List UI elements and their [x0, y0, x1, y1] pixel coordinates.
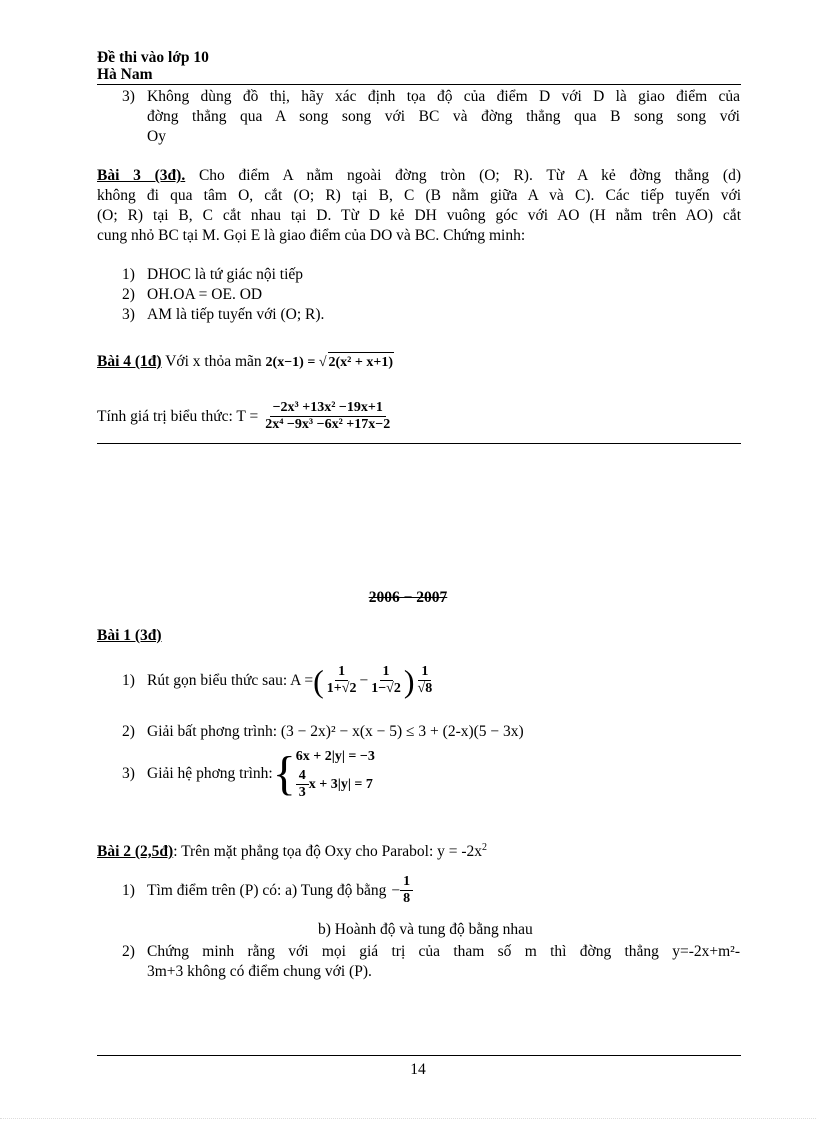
bai2-item1-number: 1)	[122, 881, 135, 899]
top-item3-number: 3)	[122, 88, 135, 105]
frac-numerator: 4	[296, 768, 309, 785]
system-brace: {	[272, 746, 296, 800]
page-edge	[0, 1118, 816, 1119]
frac-denominator: 3	[298, 785, 306, 800]
bai1-system	[296, 746, 375, 801]
bai4-text: Với x thỏa mãn	[165, 353, 262, 370]
bai3-heading: Bài 3 (3đ).	[97, 167, 186, 184]
bai1-item3-text: Giải hệ phơng trình:	[147, 764, 273, 782]
close-paren: )	[403, 662, 415, 699]
minus-sign: −	[391, 881, 401, 899]
bai1-item1-text: Rút gọn biểu thức sau: A =	[147, 671, 314, 689]
frac-numerator: 1	[380, 664, 393, 681]
frac-denominator: √8	[417, 681, 433, 696]
bai3-item-text: OH.OA = OE. OD	[147, 286, 263, 303]
bai2-line	[97, 838, 487, 862]
bai2-text: : Trên mặt phẳng tọa độ Oxy cho Parabol: y = -2x	[173, 843, 483, 861]
frac-denominator: 1+√2	[326, 681, 357, 696]
bai4-equation: 2(x−1) = √ 2(x² + x+1)	[266, 355, 394, 370]
bai4-heading: Bài 4 (1đ)	[97, 353, 162, 370]
bai4-eq-left: 2(x−1) =	[265, 355, 316, 370]
bai4-t-denominator: 2x⁴ −9x³ −6x² +17x−2	[265, 417, 391, 432]
frac-numerator: 1	[418, 664, 431, 681]
bai3-text1: Cho điểm A nằm ngoài đờng tròn (O; R). Từ A kẻ đờng thẳng (d)	[198, 167, 742, 184]
system-eq2-fraction	[296, 768, 309, 801]
system-eq1: 6x + 2|y| = −3	[295, 749, 375, 764]
bai2-item2-number: 2)	[122, 943, 135, 960]
open-paren: (	[313, 662, 324, 699]
bai1-item2	[122, 722, 524, 742]
bai3-line2: không đi qua tâm O, cắt (O; R) tại B, C (B nằm giữa A và C). Các tiếp tuyến với	[97, 187, 741, 204]
header-rule	[97, 84, 741, 85]
bai3-item	[122, 285, 262, 305]
bai4-calc	[97, 400, 393, 433]
bai1-item3-number: 3)	[122, 764, 135, 782]
bai3-line4: cung nhỏ BC tại M. Gọi E là giao điểm của DO và BC. Chứng minh:	[97, 227, 526, 244]
bai2-exponent: 2	[482, 842, 488, 853]
bai3-line3: (O; R) tại B, C cắt nhau tại D. Từ D kẻ DH vuông góc với AO (H nằm trên AO) cắt	[97, 207, 741, 224]
minus-sign: −	[359, 671, 369, 689]
bai3-item-number: 2)	[122, 286, 135, 303]
frac-numerator: 1	[400, 874, 413, 891]
bai3-item	[122, 305, 324, 325]
bai4-t-numerator: −2x³ +13x² −19x+1	[270, 400, 386, 417]
bai1-item1	[122, 664, 435, 697]
frac-numerator: 1	[335, 664, 348, 681]
bai3-item-number: 1)	[122, 266, 135, 283]
bai2-item2-line1: Chứng minh rằng với mọi giá trị của tham số m thì đờng thẳng y=-2x+m²-	[147, 943, 740, 960]
bai2-item1-text: Tìm điểm trên (P) có: a) Tung độ bằng	[147, 881, 387, 899]
frac-denominator: 1−√2	[371, 681, 401, 696]
frac-denominator: 8	[403, 891, 411, 906]
system-eq2-rest: x + 3|y| = 7	[308, 776, 373, 792]
bai4-eq-root: 2(x² + x+1)	[328, 352, 394, 373]
bai3-item-text: AM là tiếp tuyến với (O; R).	[147, 306, 325, 323]
bai4-t-fraction	[262, 400, 393, 433]
bai2-item1-fraction	[400, 874, 413, 907]
section-rule	[97, 443, 741, 444]
bai2-item1-b: b) Hoành độ và tung độ bằng nhau	[318, 921, 533, 938]
top-item3-line2: đờng thẳng qua A song song với BC và đờng thẳng qua B song song với	[147, 108, 740, 125]
year-heading: 2006 − 2007	[368, 589, 448, 606]
bai2-heading: Bài 2 (2,5đ)	[97, 843, 174, 861]
bai1-item3	[122, 746, 375, 801]
bai1-frac2	[368, 664, 404, 697]
bai4-line	[97, 352, 394, 373]
bai1-frac3	[415, 664, 436, 697]
bai1-frac1	[324, 664, 360, 697]
bai3-item-number: 3)	[122, 306, 135, 323]
bai1-item2-number: 2)	[122, 723, 135, 740]
bai1-item1-number: 1)	[122, 671, 135, 689]
bai2-item1	[122, 874, 413, 907]
bai1-heading: Bài 1 (3đ)	[97, 627, 162, 644]
bai3-item	[122, 265, 303, 285]
bai3-item-text: DHOC là tứ giác nội tiếp	[147, 266, 304, 283]
header-title: Đề thi vào lớp 10	[97, 49, 209, 66]
bai2-item2-line2: 3m+3 không có điểm chung với (P).	[147, 963, 372, 980]
bai3-line1	[97, 166, 741, 186]
footer-rule	[97, 1055, 741, 1056]
header-subtitle: Hà Nam	[97, 66, 153, 83]
top-item3-line1: Không dùng đồ thị, hãy xác định tọa độ của điểm D với D là giao điểm của	[147, 88, 740, 105]
page-number: 14	[410, 1061, 426, 1078]
system-eq2	[296, 768, 375, 801]
bai1-item2-text: Giải bất phơng trình: (3 − 2x)² − x(x − 5) ≤ 3 + (2-x)(5 − 3x)	[147, 723, 524, 740]
top-item3-line3: Oy	[147, 128, 166, 145]
bai4-calc-label: Tính giá trị biểu thức: T =	[97, 407, 259, 425]
